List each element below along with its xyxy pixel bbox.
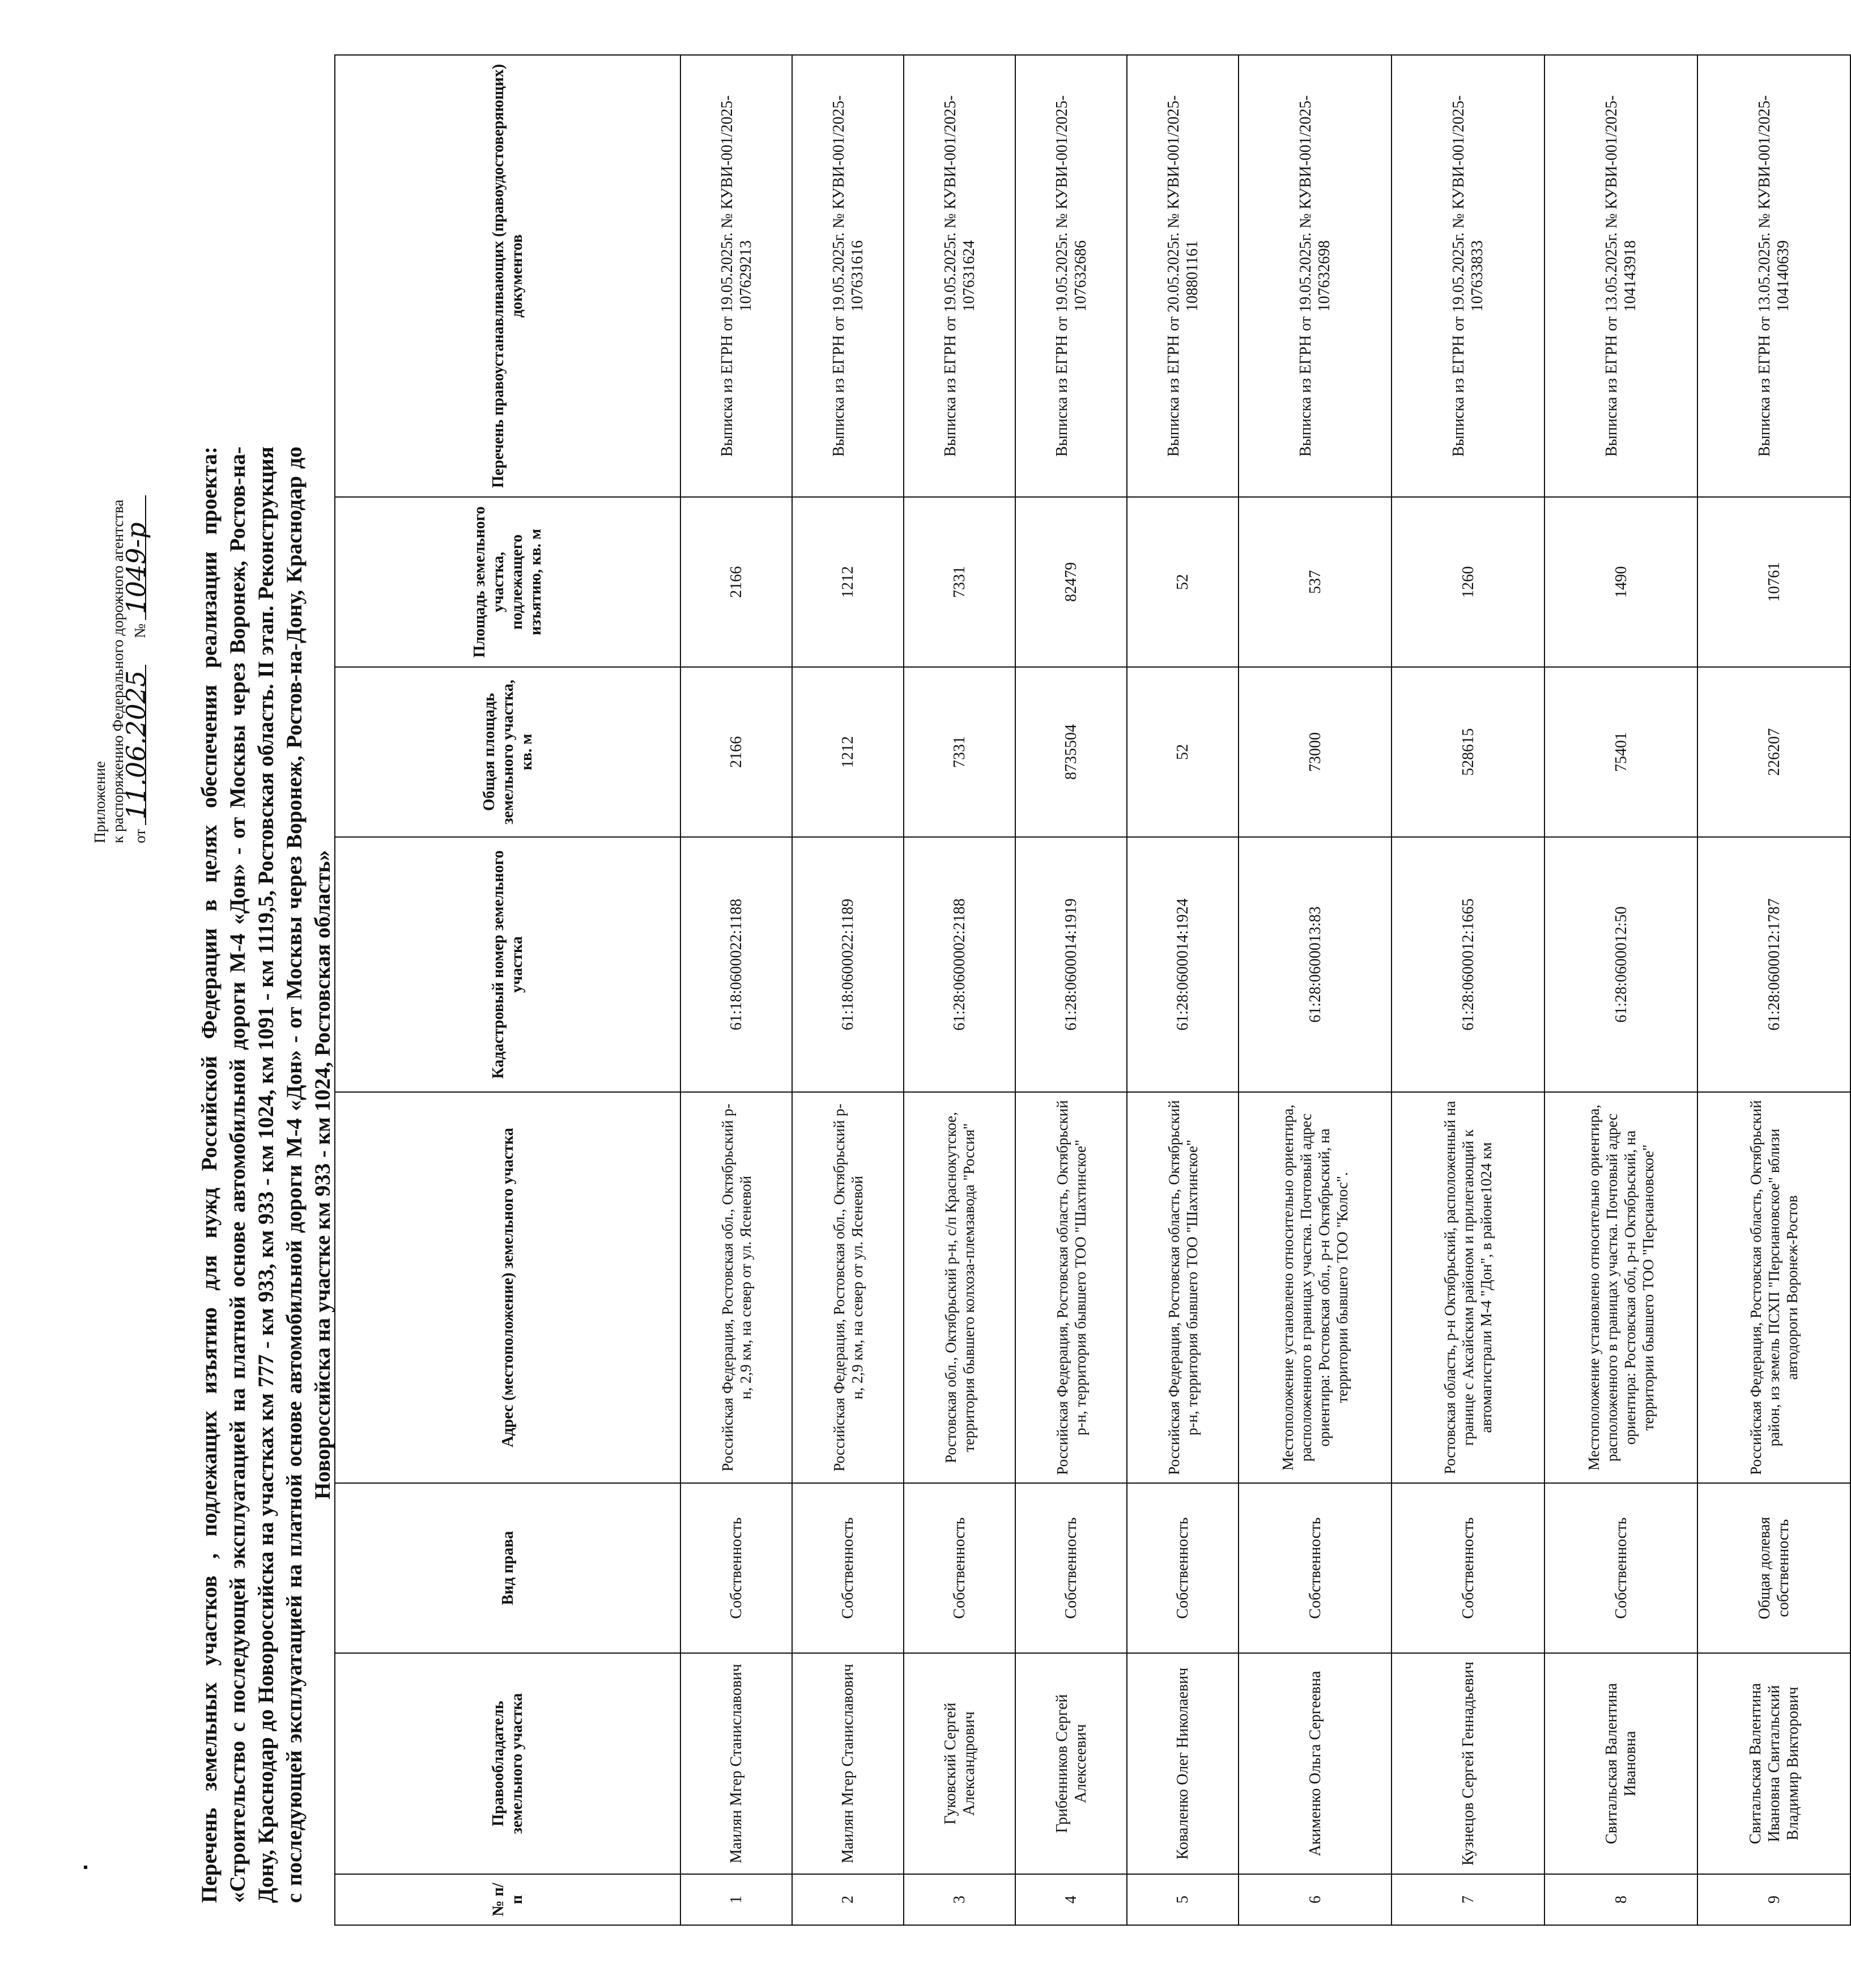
- cell-number: 5: [1127, 1874, 1239, 1925]
- table-row: [1239, 55, 1392, 1925]
- cell-documents: Выписка из ЕГРН от 19.05.2025г. № КУВИ-001/2025-107629213: [680, 55, 792, 497]
- table-row: [904, 55, 1015, 1925]
- table-row: [680, 55, 792, 1925]
- cell-owner: Маилян Мгер Станиславович: [680, 1653, 792, 1874]
- cell-seized-area: 2166: [680, 497, 792, 667]
- cell-owner: Маилян Мгер Станиславович: [792, 1653, 904, 1874]
- cell-documents: Выписка из ЕГРН от 19.05.2025г. № КУВИ-001/2025-107632698: [1239, 55, 1392, 497]
- cell-address: Ростовская область, р-н Октябрьский, расположенный на границе с Аксайским районом и прилегающий к автомагистрали М-4 "Дон", в районе1024 км: [1392, 1092, 1544, 1483]
- cell-seized-area: 1212: [792, 497, 904, 667]
- cell-seized-area: 7331: [904, 497, 1015, 667]
- header-owner: Правообладатель земельного участка: [335, 1653, 680, 1874]
- cell-total-area: 8735504: [1015, 667, 1127, 837]
- cell-owner: Свитальская Валентина Ивановна Свитальский Владимир Викторович: [1697, 1653, 1850, 1874]
- date-value: 11.06.2025: [127, 665, 146, 825]
- cell-right: Собственность: [904, 1483, 1015, 1653]
- cell-address: Ростовская обл., Октябрьский р-н, с/п Краснокутское, территория бывшего колхоза-племзавода "Россия": [904, 1092, 1015, 1483]
- cell-documents: Выписка из ЕГРН от 19.05.2025г. № КУВИ-001/2025-107631616: [792, 55, 904, 497]
- scan-speck: [84, 1866, 87, 1869]
- cell-total-area: 1212: [792, 667, 904, 837]
- cell-right: Собственность: [1544, 1483, 1697, 1653]
- document-title: Перечень земельных участков , подлежащих изъятию для нужд Российской Федерации в целях обеспечения реализации проекта: «Строительство с последующей эксплуатацией на платной основе автомобильной дороги М-4 «Дон» - от Москвы через Воронеж, Ростов-на-Дону, Краснодар до Новороссийска на участках км 777 - км 933, км 933 - км 1024, км 1091 - км 1119,5, Ростовская область. II этап. Реконструкция с последующей эксплуатацией на платной основе автомобильной дороги М-4 «Дон» - от Москвы через Воронеж, Ростов-на-Дону, Краснодар до Новороссийска на участке км 933 - км 1024, Ростовская область»: [197, 447, 335, 1903]
- cell-owner: Гуковский Сергей Александрович: [904, 1653, 1015, 1874]
- cell-address: Российская Федерация, Ростовская обл., Октябрьский р-н, 2,9 км, на север от ул. Ясеневой: [792, 1092, 904, 1483]
- table-row: [792, 55, 904, 1925]
- number-value: 1049-р: [127, 495, 146, 620]
- cell-total-area: 226207: [1697, 667, 1850, 837]
- cell-owner: Акименко Ольга Сергеевна: [1239, 1653, 1392, 1874]
- cell-total-area: 73000: [1239, 667, 1392, 837]
- table-row: [1392, 55, 1544, 1925]
- cell-cadastre: 61:28:0600014:1919: [1015, 837, 1127, 1092]
- cell-owner: Кузнецов Сергей Геннадьевич: [1392, 1653, 1544, 1874]
- cell-right: Собственность: [1392, 1483, 1544, 1653]
- cell-right: Собственность: [1015, 1483, 1127, 1653]
- cell-number: 4: [1015, 1874, 1127, 1925]
- cell-documents: Выписка из ЕГРН от 19.05.2025г. № КУВИ-001/2025-107632686: [1015, 55, 1127, 497]
- cell-seized-area: 537: [1239, 497, 1392, 667]
- cell-total-area: 75401: [1544, 667, 1697, 837]
- header-address: Адрес (местоположение) земельного участка: [335, 1092, 680, 1483]
- cell-number: 1: [680, 1874, 792, 1925]
- cell-cadastre: 61:28:0600013:83: [1239, 837, 1392, 1092]
- cell-number: 8: [1544, 1874, 1697, 1925]
- cell-number: 3: [904, 1874, 1015, 1925]
- cell-cadastre: 61:28:0600002:2188: [904, 837, 1015, 1092]
- cell-seized-area: 52: [1127, 497, 1239, 667]
- cell-cadastre: 61:28:0600012:50: [1544, 837, 1697, 1092]
- cell-number: 9: [1697, 1874, 1850, 1925]
- cell-right: Собственность: [792, 1483, 904, 1653]
- table-row: [1015, 55, 1127, 1925]
- cell-documents: Выписка из ЕГРН от 13.05.2025г. № КУВИ-001/2025-104140639: [1697, 55, 1850, 497]
- cell-address: Российская Федерация, Ростовская область, Октябрьский р-н, территория бывшего ТОО "Шахтинское": [1015, 1092, 1127, 1483]
- cell-total-area: 52: [1127, 667, 1239, 837]
- cell-documents: Выписка из ЕГРН от 13.05.2025г. № КУВИ-001/2025-104143918: [1544, 55, 1697, 497]
- cell-number: 6: [1239, 1874, 1392, 1925]
- annex-date-line: [121, 333, 151, 843]
- header-documents: Перечень правоустанавливающих (правоудостоверяющих) документов: [335, 55, 680, 497]
- cell-cadastre: 61:28:0600012:1665: [1392, 837, 1544, 1092]
- annex-line2: к распоряжению Федерального дорожного агентства: [109, 499, 126, 843]
- cell-right: Общая долевая собственность: [1697, 1483, 1850, 1653]
- date-prefix: от: [131, 829, 148, 843]
- cell-documents: Выписка из ЕГРН от 19.05.2025г. № КУВИ-001/2025-107633833: [1392, 55, 1544, 497]
- cell-right: Собственность: [680, 1483, 792, 1653]
- header-number: № п/п: [335, 1874, 680, 1925]
- cell-total-area: 528615: [1392, 667, 1544, 837]
- cell-address: Российская Федерация, Ростовская область, Октябрьский район, из земель ПСХП "Персиановское" вблизи автодороги Воронеж-Ростов: [1697, 1092, 1850, 1483]
- cell-address: Российская Федерация, Ростовская обл., Октябрьский р-н, 2,9 км, на север от ул. Ясеневой: [680, 1092, 792, 1483]
- cell-owner: Грибенников Сергей Алексеевич: [1015, 1653, 1127, 1874]
- cell-right: Собственность: [1127, 1483, 1239, 1653]
- header-cadastre: Кадастровый номер земельного участка: [335, 837, 680, 1092]
- cell-total-area: 2166: [680, 667, 792, 837]
- table-row: [1697, 55, 1850, 1925]
- cell-cadastre: 61:28:0600014:1924: [1127, 837, 1239, 1092]
- cell-cadastre: 61:28:0600012:1787: [1697, 837, 1850, 1092]
- cell-owner: Коваленко Олег Николаевич: [1127, 1653, 1239, 1874]
- cell-seized-area: 1490: [1544, 497, 1697, 667]
- land-plots-table: [334, 54, 1851, 1926]
- annex-header: [91, 333, 149, 843]
- cell-number: 7: [1392, 1874, 1544, 1925]
- cell-total-area: 7331: [904, 667, 1015, 837]
- cell-number: 2: [792, 1874, 904, 1925]
- number-prefix: №: [131, 623, 148, 639]
- cell-documents: Выписка из ЕГРН от 20.05.2025г. № КУВИ-001/2025-108801161: [1127, 55, 1239, 497]
- header-seized-area: Площадь земельного участка, подлежащего изъятию, кв. м: [335, 497, 680, 667]
- cell-address: Местоположение установлено относительно ориентира, расположенного в границах участка. Почтовый адрес ориентира: Ростовская обл, р-н Октябрьский, на территории бывшего ТОО "Персиановское": [1544, 1092, 1697, 1483]
- cell-seized-area: 1260: [1392, 497, 1544, 667]
- cell-documents: Выписка из ЕГРН от 19.05.2025г. № КУВИ-001/2025-107631624: [904, 55, 1015, 497]
- cell-seized-area: 10761: [1697, 497, 1850, 667]
- table-row: [1127, 55, 1239, 1925]
- cell-address: Местоположение установлено относительно ориентира, расположенного в границах участка. Почтовый адрес ориентира: Ростовская обл., р-н Октябрьский, на территории бывшего ТОО "Колос".: [1239, 1092, 1392, 1483]
- header-total-area: Общая площадь земельного участка, кв. м: [335, 667, 680, 837]
- cell-cadastre: 61:18:0600022:1189: [792, 837, 904, 1092]
- table-row: [1544, 55, 1697, 1925]
- annex-line1: Приложение: [91, 761, 108, 843]
- table-header-row: [335, 55, 680, 1925]
- cell-cadastre: 61:18:0600022:1188: [680, 837, 792, 1092]
- header-right: Вид права: [335, 1483, 680, 1653]
- cell-seized-area: 82479: [1015, 497, 1127, 667]
- cell-owner: Свитальская Валентина Ивановна: [1544, 1653, 1697, 1874]
- cell-address: Российская Федерация, Ростовская область, Октябрьский р-н, территория бывшего ТОО "Шахтинское": [1127, 1092, 1239, 1483]
- cell-right: Собственность: [1239, 1483, 1392, 1653]
